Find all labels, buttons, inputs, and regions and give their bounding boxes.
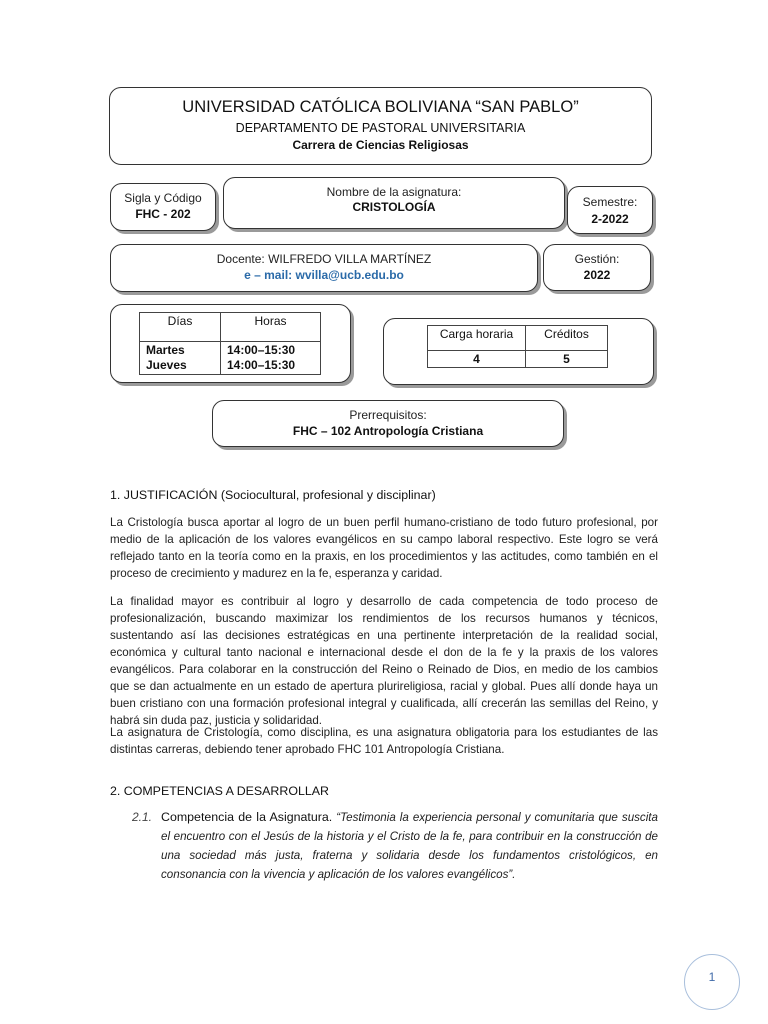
subsection-title: Competencia de la Asignatura. xyxy=(161,810,333,824)
load-col-hours: Carga horaria xyxy=(428,326,526,351)
course-code-box xyxy=(110,183,216,231)
schedule-hours: 14:00–15:30 xyxy=(227,343,296,357)
load-table xyxy=(427,325,608,368)
university-name: UNIVERSIDAD CATÓLICA BOLIVIANA “SAN PABLO” xyxy=(182,98,579,116)
course-code-label: Sigla y Código xyxy=(124,191,202,205)
career-name: Carrera de Ciencias Religiosas xyxy=(292,138,469,152)
teacher-email[interactable]: e – mail: wvilla@ucb.edu.bo xyxy=(244,268,404,282)
course-name-box xyxy=(223,177,565,229)
subsection-number: 2.1. xyxy=(132,810,153,824)
paragraph: La asignatura de Cristología, como disciplina, es una asignatura obligatoria para los estudiantes de las distintas carreras, debiendo tener aprobado FHC 101 Antropología Cristiana. xyxy=(110,726,658,756)
prereq-value: FHC – 102 Antropología Cristiana xyxy=(292,424,484,438)
schedule-day: Martes xyxy=(146,343,185,357)
page-number: 1 xyxy=(684,954,740,1010)
prereq-box xyxy=(212,400,564,447)
gestion-value: 2022 xyxy=(583,268,611,282)
gestion-box xyxy=(543,244,651,291)
schedule-table xyxy=(139,312,321,375)
course-name-label: Nombre de la asignatura: xyxy=(326,185,462,199)
prereq-label: Prerrequisitos: xyxy=(349,408,427,422)
section-competencias-title: 2. COMPETENCIAS A DESARROLLAR xyxy=(110,784,329,798)
load-credits-value: 5 xyxy=(526,351,608,368)
semester-box xyxy=(567,186,653,234)
subsection-competencia xyxy=(161,808,658,884)
section-justificacion-title: 1. JUSTIFICACIÓN (Sociocultural, profesional y disciplinar) xyxy=(110,488,436,502)
teacher-label: Docente: xyxy=(216,252,265,266)
subsection-text: “Testimonia la experiencia personal y comunitaria que suscita el encuentro con el Jesús de la historia y el Cristo de la fe, para contribuir en la construcción de una sociedad más justa, fraterna y solidaria desde los fundamentos cristológicos, en consonancia con la vivencia y aplicación de los valores evangélicos”. xyxy=(161,811,658,881)
load-hours-value: 4 xyxy=(428,351,526,368)
schedule-hours: 14:00–15:30 xyxy=(227,358,296,372)
header-box xyxy=(109,87,652,165)
paragraph: La Cristología busca aportar al logro de un buen perfil humano-cristiano de todo futuro profesional, por medio de la aplicación de los valores evangélicos en su campo laboral respectivo. Este logro se verá reflejado tanto en la teoría como en la praxis, en los procedimientos y las actitudes, como también en el proceso de crecimiento y madurez en la fe, esperanza y caridad. xyxy=(110,516,658,580)
paragraph: La finalidad mayor es contribuir al logro y desarrollo de cada competencia de todo proceso de profesionalización, buscando maximizar los rendimientos de los recursos humanos y técnicos, sustentando así las decisiones estratégicas en una pertinente interpretación de la realidad social, económica y cultural tanto nacional e internacional desde el don de la fe y la praxis de los valores evangélicos. Para colaborar en la construcción del Reino o Reinado de Dios, en medio de los cambios que se dan actualmente en un estado de apertura plurireligiosa, racial y global. Pues allí donde haya un buen cristiano con una formación profesional integral y cualificada, allí crecerán las semillas del Reino, y habrá sin duda paz, justicia y solidaridad. xyxy=(110,595,658,727)
semester-value: 2-2022 xyxy=(591,212,629,226)
schedule-col-days: Días xyxy=(140,313,221,342)
department-name: DEPARTAMENTO DE PASTORAL UNIVERSITARIA xyxy=(235,121,526,135)
course-name-value: CRISTOLOGÍA xyxy=(352,200,436,214)
schedule-col-hours: Horas xyxy=(221,313,321,342)
semester-label: Semestre: xyxy=(582,195,638,209)
schedule-day: Jueves xyxy=(146,358,187,372)
course-code-value: FHC - 202 xyxy=(135,207,191,221)
load-col-credits: Créditos xyxy=(526,326,608,351)
teacher-name: WILFREDO VILLA MARTÍNEZ xyxy=(268,252,432,266)
gestion-label: Gestión: xyxy=(574,252,620,266)
teacher-box xyxy=(110,244,538,292)
